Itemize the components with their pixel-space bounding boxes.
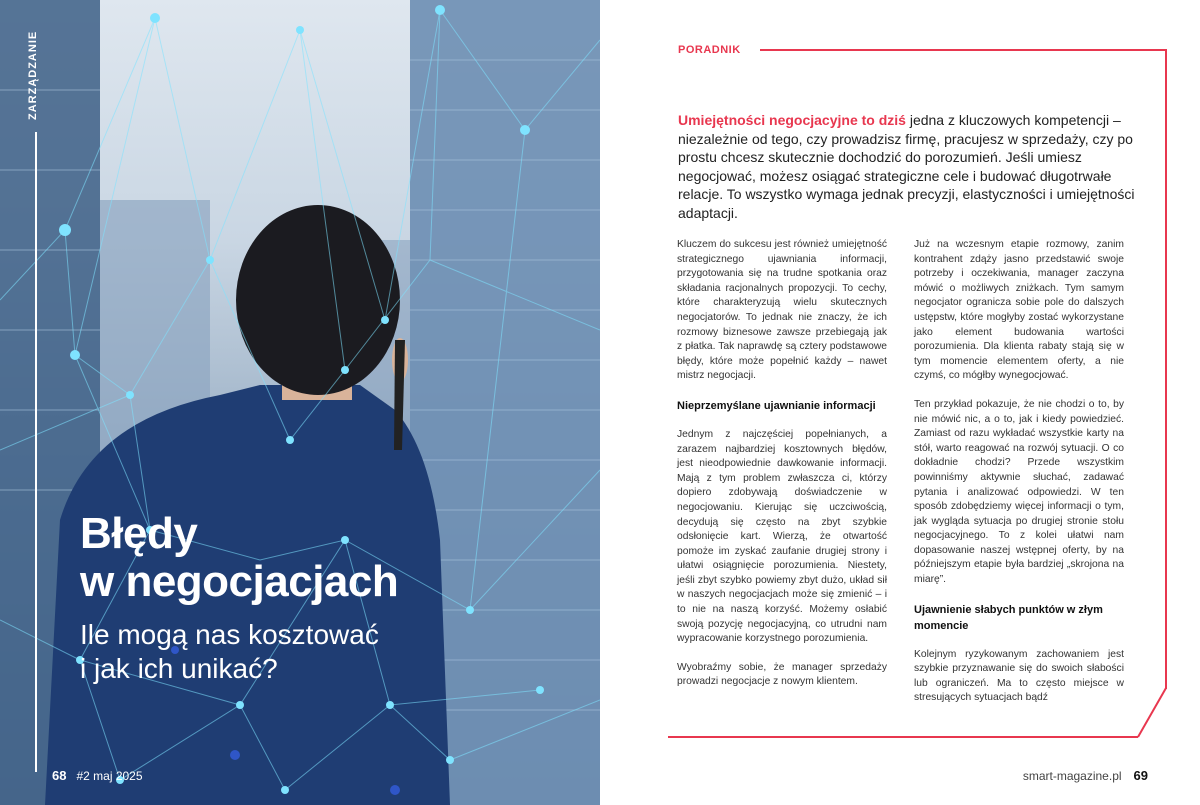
- section-label-text: ZARZĄDZANIE: [27, 30, 39, 120]
- paragraph: Kolejnym ryzykowanym zachowaniem jest szybkie przyznawanie się do swoich słabości lub ograniczeń. Ma to często miejsce w stresujących sytuacjach bądź: [914, 648, 1124, 704]
- lead-text: jedna z kluczowych kompetencji – niezależnie od tego, czy prowadzisz firmę, pracujesz w sprzedaży, czy po prostu chcesz skutecznie dochodzić do porozumień. Jeśli umiesz negocjować, możesz osiągać strategiczne cele i budować długotrwałe relacje. To wszystko wymaga jednak precyzji, elastyczności i umiejętności adaptacji.: [678, 112, 1135, 221]
- right-folio: [1023, 768, 1148, 783]
- paragraph: Jednym z najczęściej popełnianych, a zarazem najbardziej kosztownych błędów, jest nieodpowiednie dawkowanie informacji. Mają z tym problem zwłaszcza ci, którzy dopiero zdobywają doświadczenie w negocjowaniu. Kierując się uczciwością, decydują się często na zbyt szybkie odsłonięcie kart. Wierzą, że otwartość pomoże im zyskać zaufanie drugiej strony i ułatwi osiągnięcie porozumienia. Niestety, jeśli zbyt szybko powiemy zbyt dużo, układ sił w naszych negocjacjach może się zmienić – i to nie na naszą korzyść. Możemy osłabić swoją pozycję negocjacyjną, co utrudni nam wypracowanie korzystnego porozumienia.: [677, 428, 887, 645]
- paragraph: Ten przykład pokazuje, że nie chodzi o to, by nie mówić nic, a o to, jak i kiedy powiedzieć. Zamiast od razu wykładać wszystkie karty na stół, warto reagować na rozwój sytuacji. O co dokładnie chodzi? Przede wszystkim powinniśmy aktywnie słuchać, zadawać pytania i analizować odpowiedzi. W ten sposób zdobędziemy więcej informacji o tym, jak wygląda sytuacja po drugiej stronie stołu negocjacyjnego. To z kolei ułatwi nam dopasowanie naszej wstępnej oferty, by na późniejszym etapie była bardziej „skrojona na miarę”.: [914, 398, 1124, 586]
- subtitle-line-1: Ile mogą nas kosztować: [80, 619, 379, 650]
- title-line-2: w negocjacjach: [80, 557, 399, 606]
- left-folio: [52, 768, 143, 783]
- article-subtitle: [80, 618, 379, 686]
- subtitle-line-2: i jak ich unikać?: [80, 653, 278, 684]
- paragraph: Już na wczesnym etapie rozmowy, zanim kontrahent zdąży jasno przedstawić swoje potrzeby i oczekiwania, manager zaczyna mówić o możliwych zniżkach. Tym samym negocjator ogranicza sobie pole do dalszych ustępstw, które mogłyby zostać wykorzystane jako element budowania wartości porozumienia. Dla klienta rabaty stają się w tym momencie elementem oferty, a nie czymś, co mógłby wynegocjować.: [914, 239, 1124, 382]
- vertical-divider: [35, 132, 37, 772]
- subheading: Ujawnienie słabych punktów w złym momencie: [914, 603, 1103, 632]
- subheading: Nieprzemyślane ujawnianie informacji: [677, 399, 876, 412]
- right-page: [600, 0, 1200, 805]
- right-page-number: 69: [1133, 768, 1148, 783]
- lead-highlight: Umiejętności negocjacyjne to dziś: [678, 112, 906, 128]
- website-url: smart-magazine.pl: [1022, 769, 1122, 783]
- left-page-number: 68: [52, 768, 67, 783]
- title-line-1: Błędy: [80, 509, 198, 558]
- text-column-2: [914, 238, 1124, 720]
- lead-paragraph: [678, 111, 1148, 222]
- section-label: PORADNIK: [678, 44, 741, 56]
- text-column-1: [677, 238, 887, 704]
- paragraph: Wyobraźmy sobie, że manager sprzedaży prowadzi negocjacje z nowym klientem.: [677, 661, 887, 688]
- article-title: [80, 510, 398, 606]
- frame-bottom-line: [668, 736, 1138, 738]
- paragraph: Kluczem do sukcesu jest również umiejętność strategicznego ujawniania informacji, przygotowania się na trudne spotkania oraz składania racjonalnych propozycji. To cechy, które charakteryzują wielu skutecznych negocjatorów. To jednak nie znaczy, że ich rozmowy biznesowe zawsze przebiegają jak z płatka. Tak naprawdę są cztery podstawowe błędy, które może popełnić każdy – nawet mistrz negocjacji.: [677, 239, 887, 382]
- section-label-vertical: [27, 30, 41, 130]
- issue-label: #2 maj 2025: [76, 769, 143, 783]
